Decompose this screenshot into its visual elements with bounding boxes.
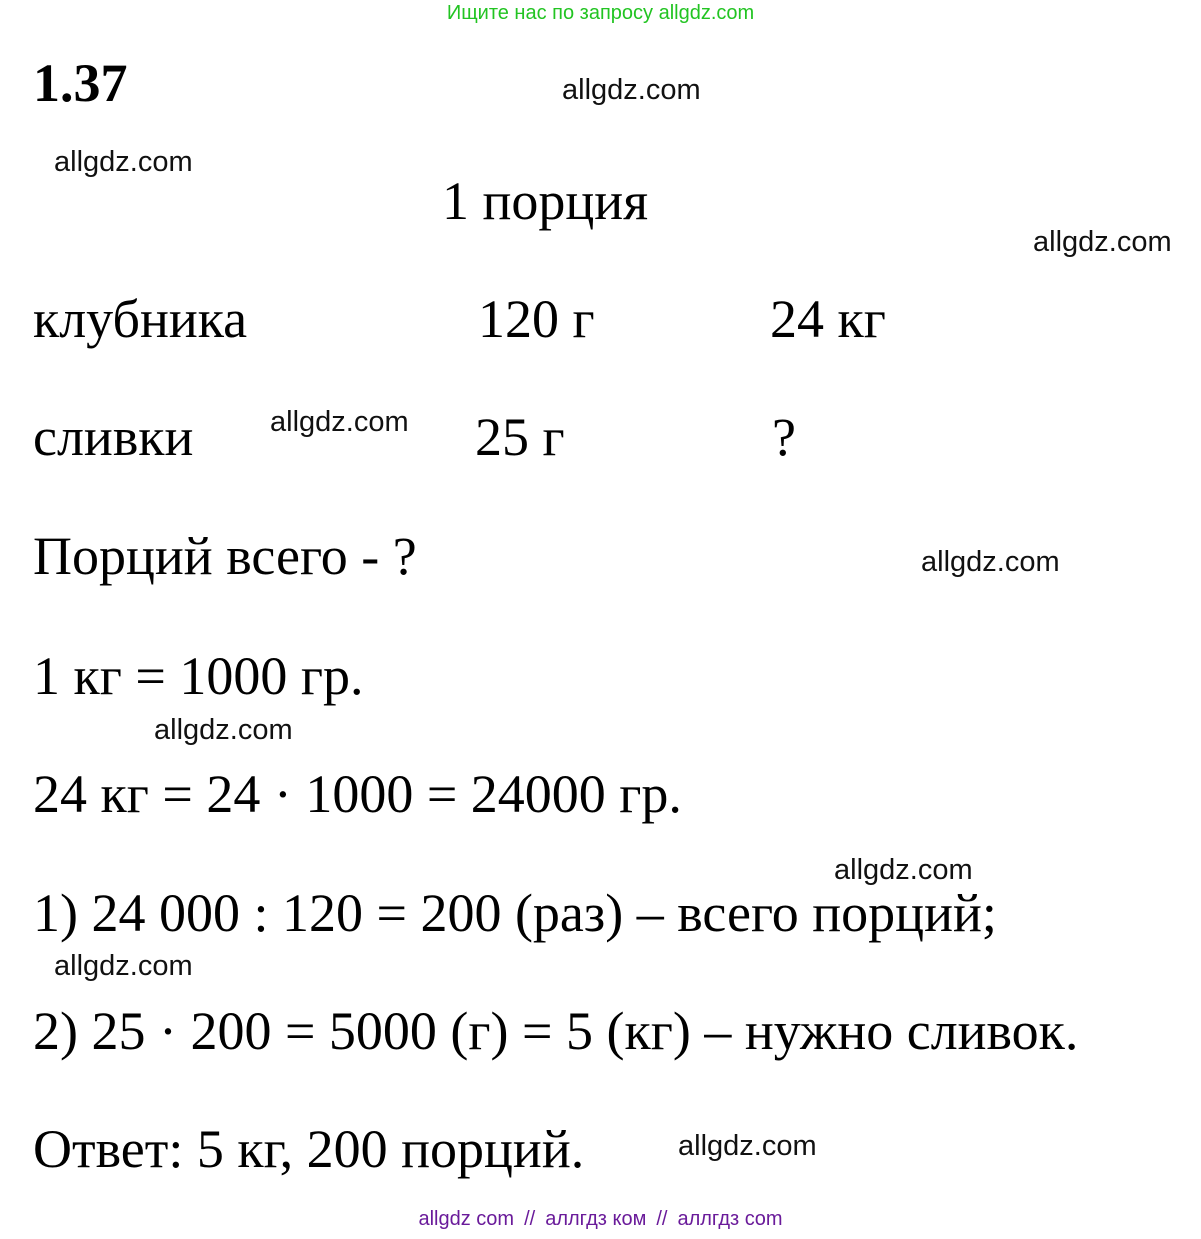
footer-separator: // (656, 1208, 668, 1230)
solution-step-2: 2) 25 · 200 = 5000 (г) = 5 (кг) – нужно сливок. (33, 1001, 1079, 1061)
conversion-line-1: 1 кг = 1000 гр. (33, 646, 364, 706)
watermark: allgdz.com (562, 74, 701, 106)
watermark: allgdz.com (921, 546, 1060, 578)
row-per-portion-cream: 25 г (475, 407, 565, 467)
problem-number: 1.37 (33, 53, 128, 113)
row-total-cream: ? (772, 407, 796, 467)
watermark: allgdz.com (834, 854, 973, 886)
table-header: 1 порция (442, 171, 649, 231)
watermark: allgdz.com (678, 1130, 817, 1162)
footer (0, 1208, 1201, 1231)
top-banner[interactable]: Ищите нас по запросу allgdz.com (446, 2, 755, 24)
answer: Ответ: 5 кг, 200 порций. (33, 1119, 585, 1179)
watermark: allgdz.com (154, 714, 293, 746)
footer-link[interactable]: аллгдз com (677, 1208, 783, 1230)
footer-separator: // (524, 1208, 536, 1230)
watermark: allgdz.com (1033, 226, 1172, 258)
question: Порций всего - ? (33, 526, 417, 586)
watermark: allgdz.com (54, 950, 193, 982)
row-per-portion-strawberry: 120 г (478, 289, 595, 349)
footer-link[interactable]: аллгдз ком (545, 1208, 647, 1230)
watermark: allgdz.com (270, 406, 409, 438)
row-name-strawberry: клубника (33, 289, 248, 349)
row-total-strawberry: 24 кг (770, 289, 886, 349)
conversion-line-2: 24 кг = 24 · 1000 = 24000 гр. (33, 764, 682, 824)
solution-step-1: 1) 24 000 : 120 = 200 (раз) – всего порций; (33, 883, 997, 943)
watermark: allgdz.com (54, 146, 193, 178)
row-name-cream: сливки (33, 407, 194, 467)
footer-link[interactable]: allgdz com (418, 1208, 515, 1230)
